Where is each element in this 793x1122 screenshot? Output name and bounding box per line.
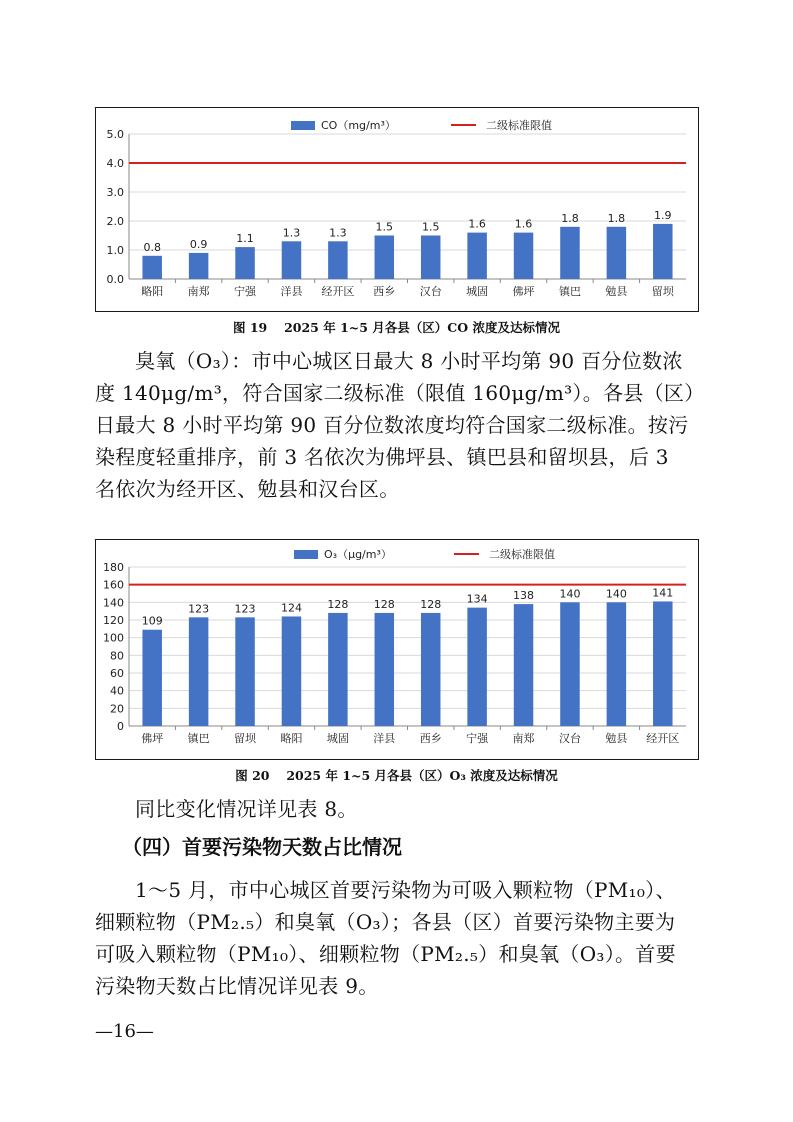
text-line: 染程度轻重排序，前 3 名依次为佛坪县、镇巴县和留坝县，后 3: [95, 445, 669, 469]
x-tick-label: 勉县: [605, 732, 628, 745]
y-tick-label: 60: [110, 667, 124, 680]
legend-bar-swatch: [291, 121, 315, 130]
section-heading: （四）首要污染物天数占比情况: [122, 835, 402, 859]
x-tick-label: 西乡: [419, 732, 442, 745]
y-tick-label: 180: [103, 561, 124, 574]
bar: [189, 617, 208, 726]
text-line: 同比变化情况详见表 8。: [135, 797, 358, 821]
x-tick-label: 汉台: [558, 732, 581, 745]
ozone-paragraph: [95, 345, 705, 505]
bar-value-label: 1.5: [375, 220, 394, 234]
bar-value-label: 1.1: [236, 232, 254, 246]
legend-bar-label: CO（mg/m³）: [321, 119, 396, 132]
co-chart: [95, 107, 699, 312]
x-tick-label: 宁强: [234, 285, 257, 298]
bar-value-label: 1.6: [468, 217, 486, 231]
bar-value-label: 0.8: [143, 240, 161, 254]
bar-value-label: 128: [420, 597, 442, 611]
bar: [467, 233, 486, 279]
bar-value-label: 1.6: [514, 217, 533, 231]
x-tick-label: 留坝: [234, 732, 257, 745]
text-line: 度 140μg/m³，符合国家二级标准（限值 160μg/m³）。各县（区）: [95, 381, 705, 405]
text-line: 1～5 月，市中心城区首要污染物为可吸入颗粒物（PM₁₀）、: [135, 878, 676, 902]
y-tick-label: 140: [103, 596, 124, 610]
page-number: —16—: [95, 1021, 154, 1042]
bar: [607, 602, 626, 726]
x-tick-label: 留坝: [651, 285, 674, 298]
y-tick-label: 80: [110, 649, 124, 663]
bar: [375, 613, 394, 726]
x-tick-label: 经开区: [321, 285, 355, 298]
y-tick-label: 120: [103, 614, 124, 627]
x-tick-label: 城固: [466, 285, 489, 298]
text-line: 可吸入颗粒物（PM₁₀）、细颗粒物（PM₂.₅）和臭氧（O₃）。首要: [95, 942, 676, 966]
bar: [235, 247, 254, 279]
legend-line-label: 二级标准限值: [486, 119, 552, 132]
x-tick-label: 城固: [326, 732, 349, 745]
bar-value-label: 123: [188, 602, 210, 616]
bar: [560, 227, 579, 279]
bar: [328, 241, 347, 279]
text-line: 细颗粒物（PM₂.₅）和臭氧（O₃）；各县（区）首要污染物主要为: [95, 910, 676, 934]
x-tick-label: 略阳: [141, 285, 164, 298]
bar: [421, 236, 440, 280]
bar-value-label: 1.5: [421, 220, 440, 234]
y-tick-label: 160: [103, 578, 124, 592]
o3-chart: [95, 539, 699, 760]
x-tick-label: 经开区: [646, 732, 680, 745]
bar: [467, 608, 486, 726]
bar-value-label: 124: [280, 601, 302, 615]
x-tick-label: 佛坪: [512, 285, 535, 298]
y-tick-label: 40: [110, 684, 124, 698]
bar-value-label: 0.9: [189, 237, 208, 251]
x-tick-label: 汉台: [419, 285, 442, 298]
bar: [421, 613, 440, 726]
bar-value-label: 109: [141, 614, 163, 628]
o3-chart-svg: [96, 540, 697, 758]
co-chart-caption: 图 19 2025 年 1~5 月各县（区）CO 浓度及达标情况: [232, 320, 560, 335]
bar: [514, 233, 533, 279]
bar-value-label: 1.8: [561, 211, 579, 225]
x-tick-label: 西乡: [373, 285, 396, 298]
legend-bar-swatch: [294, 550, 318, 559]
y-tick-label: 2.0: [106, 215, 124, 228]
bar: [514, 604, 533, 726]
text-line: 污染物天数占比情况详见表 9。: [95, 974, 379, 998]
bar: [328, 613, 347, 726]
x-tick-label: 宁强: [466, 732, 489, 745]
bar-value-label: 140: [605, 587, 627, 601]
bar: [375, 236, 394, 280]
x-tick-label: 南郑: [512, 732, 535, 745]
x-tick-label: 南郑: [187, 285, 210, 298]
legend-line-label: 二级标准限值: [489, 548, 555, 561]
bar: [282, 616, 301, 726]
bar-value-label: 128: [327, 597, 349, 611]
x-tick-label: 镇巴: [558, 285, 581, 298]
y-tick-label: 3.0: [106, 186, 124, 199]
bar: [282, 241, 301, 279]
bar-value-label: 1.9: [654, 208, 672, 222]
y-tick-label: 0.0: [106, 273, 124, 286]
text-line: 日最大 8 小时平均第 90 百分位数浓度均符合国家二级标准。按污: [95, 413, 689, 437]
y-tick-label: 4.0: [106, 157, 124, 170]
y-tick-label: 20: [110, 702, 124, 716]
x-tick-label: 洋县: [280, 285, 303, 298]
y-tick-label: 1.0: [106, 244, 124, 257]
bar: [235, 617, 254, 726]
text-line: 名依次为经开区、勉县和汉台区。: [95, 477, 400, 501]
bar-value-label: 123: [234, 602, 256, 616]
y-tick-label: 0: [117, 720, 124, 733]
bar-value-label: 141: [652, 586, 674, 600]
x-tick-label: 洋县: [373, 732, 396, 745]
x-tick-label: 佛坪: [141, 732, 164, 745]
bar-value-label: 128: [373, 597, 395, 611]
bar: [189, 253, 208, 279]
co-chart-svg: [96, 108, 697, 310]
yoy-paragraph: [95, 793, 699, 825]
bar-value-label: 140: [559, 587, 581, 601]
bar: [653, 224, 672, 279]
bar-value-label: 1.3: [282, 226, 301, 240]
bar: [142, 256, 161, 279]
bar-value-label: 1.8: [607, 211, 626, 225]
primary-pollutant-paragraph: [95, 874, 699, 1002]
x-tick-label: 镇巴: [187, 732, 210, 745]
bar-value-label: 138: [513, 589, 535, 603]
legend-bar-label: O₃（μg/m³）: [324, 548, 392, 561]
bar-value-label: 1.3: [329, 226, 347, 240]
bar: [560, 602, 579, 726]
x-tick-label: 略阳: [280, 732, 303, 745]
y-tick-label: 5.0: [106, 128, 124, 141]
o3-chart-caption: 图 20 2025 年 1~5 月各县（区）O₃ 浓度及达标情况: [235, 768, 558, 783]
text-line: 臭氧（O₃）：市中心城区日最大 8 小时平均第 90 百分位数浓: [135, 349, 683, 373]
x-tick-label: 勉县: [605, 285, 628, 298]
bar: [607, 227, 626, 279]
bar: [653, 601, 672, 726]
y-tick-label: 100: [103, 631, 124, 645]
bar-value-label: 134: [466, 592, 488, 606]
bar: [142, 630, 161, 726]
